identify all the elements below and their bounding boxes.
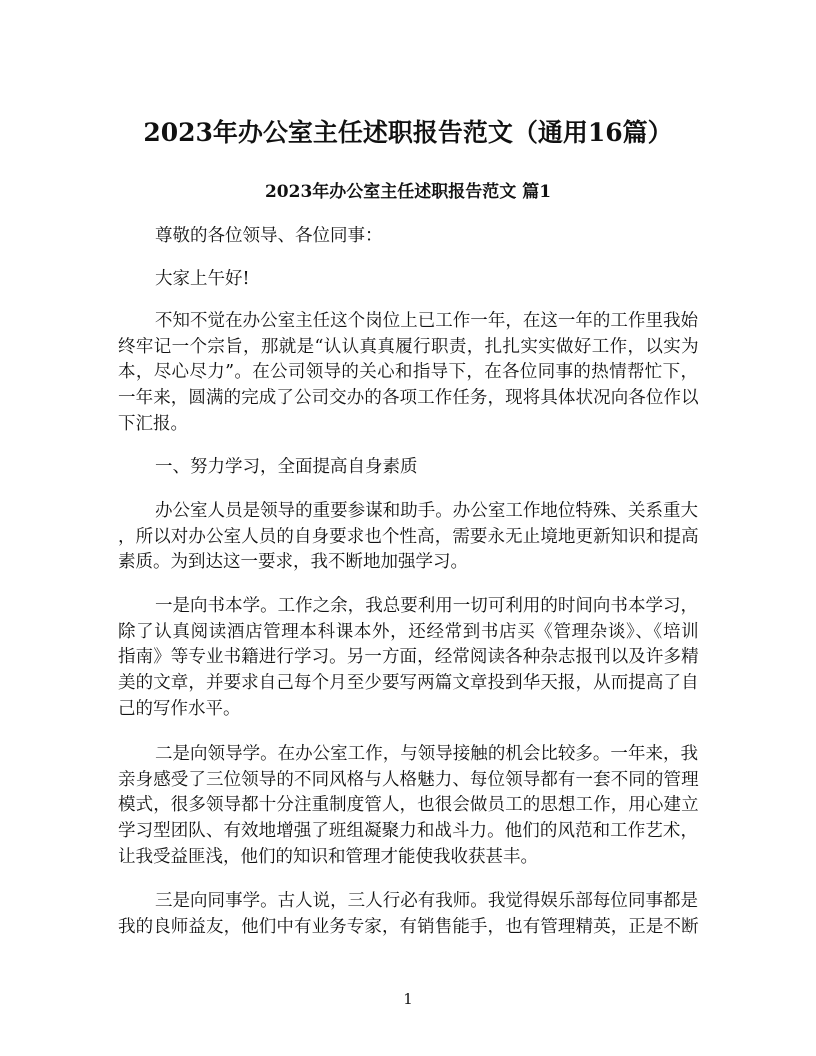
- text-line: 三是向同事学。古人说，三人行必有我师。我觉得娱乐部每位同事都是: [155, 891, 698, 911]
- paragraph-learn-from-colleagues: [118, 889, 698, 940]
- text-line: 我的良师益友，他们中有业务专家，有销售能手，也有管理精英，正是不断: [118, 916, 698, 937]
- text-line: 一是向书本学。工作之余，我总要利用一切可利用的时间向书本学习，: [155, 596, 698, 616]
- text-line: 美的文章，并要求自己每个月至少要写两篇文章投到华天报，从而提高了自: [118, 673, 698, 694]
- text-line: 不知不觉在办公室主任这个岗位上已工作一年，在这一年的工作里我始: [155, 311, 698, 331]
- text-line: 二是向领导学。在办公室工作，与领导接触的机会比较多。一年来，我: [155, 744, 698, 764]
- text-line: 素质。为到达这一要求，我不断地加强学习。: [118, 552, 468, 573]
- paragraph-salutation: [118, 224, 698, 250]
- text-line: 办公室人员是领导的重要参谋和助手。办公室工作地位特殊、关系重大: [155, 501, 698, 521]
- text-line: 下汇报。: [118, 413, 188, 434]
- text-line: 一年来，圆满的完成了公司交办的各项工作任务，现将具体状况向各位作以: [118, 388, 698, 409]
- text-line: 学习型团队、有效地增强了班组凝聚力和战斗力。他们的风范和工作艺术，: [118, 821, 698, 842]
- text-line: 让我受益匪浅，他们的知识和管理才能使我收获甚丰。: [118, 846, 538, 867]
- section-heading-1: [118, 455, 698, 481]
- text-line: 亲身感受了三位领导的不同风格与人格魅力、每位领导都有一套不同的管理: [118, 769, 698, 790]
- document-title: 2023年办公室主任述职报告范文（通用16篇）: [143, 118, 673, 147]
- page-number: 1: [403, 990, 413, 1008]
- text-line: 己的写作水平。: [118, 698, 241, 719]
- paragraph-office-staff: [118, 499, 698, 576]
- text-line: 模式，很多领导都十分注重制度管人，也很会做员工的思想工作，用心建立: [118, 795, 698, 816]
- text-line: 一、努力学习，全面提高自身素质: [155, 457, 418, 477]
- text-line: ，所以对办公室人员的自身要求也个性高，需要永无止境地更新知识和提高: [118, 526, 698, 547]
- paragraph-learn-from-books: [118, 594, 698, 722]
- paragraph-intro: [118, 309, 698, 437]
- text-line: 除了认真阅读酒店管理本科课本外，还经常到书店买《管理杂谈》、《培训: [118, 621, 698, 642]
- paragraph-greeting: [118, 267, 698, 293]
- text-line: 尊敬的各位领导、各位同事：: [155, 226, 383, 246]
- text-line: 本，尽心尽力”。在公司领导的关心和指导下，在各位同事的热情帮忙下，: [118, 362, 698, 383]
- paragraph-learn-from-leaders: [118, 742, 698, 870]
- text-line: 大家上午好!: [155, 269, 250, 289]
- text-line: 指南》等专业书籍进行学习。另一方面，经常阅读各种杂志报刊以及许多精: [118, 647, 698, 668]
- section-title: 2023年办公室主任述职报告范文 篇1: [264, 182, 552, 202]
- text-line: 终牢记一个宗旨，那就是“认认真真履行职责，扎扎实实做好工作，以实为: [118, 336, 698, 357]
